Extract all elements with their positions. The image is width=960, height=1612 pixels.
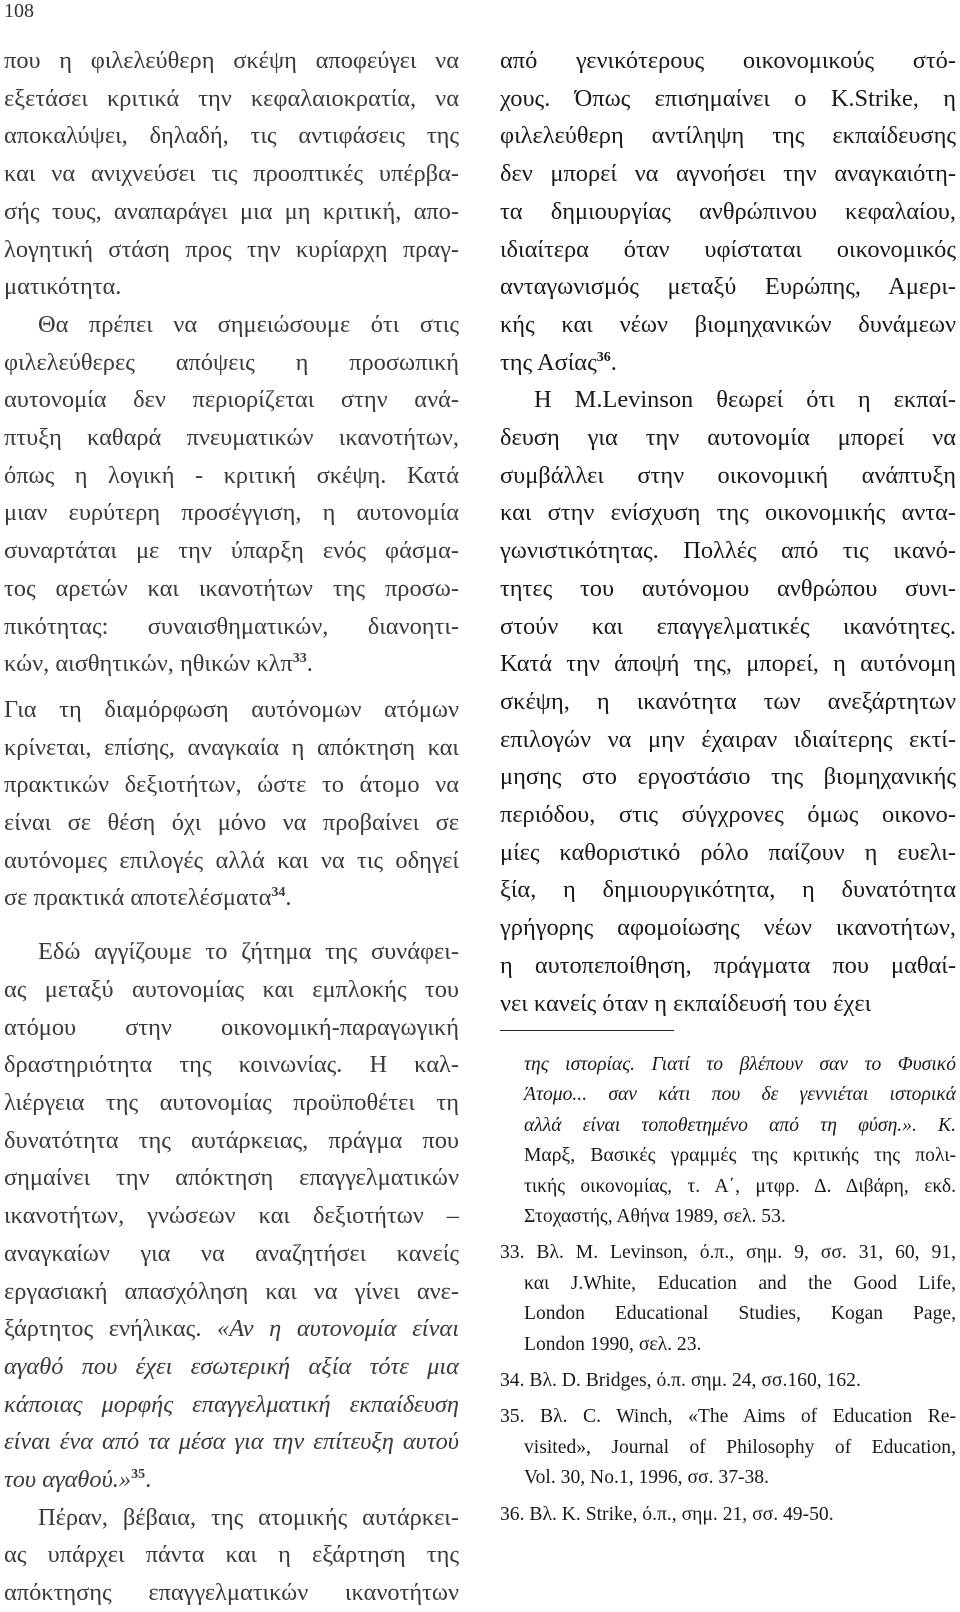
- text-line: της Ασίας$^{36}$.: [500, 348, 617, 376]
- footnote-ref-35: 35: [131, 1467, 146, 1483]
- text-line: σής τους, αναπαράγει μια μη κριτική, απο-: [4, 197, 459, 225]
- footnote-line: visited», Journal of Philosophy of Education,: [524, 1436, 956, 1458]
- quote-text: «Αν η αυτονομία είναι: [217, 1315, 459, 1343]
- footnote-line: [500, 1080, 956, 1110]
- text-line: μίες καθοριστικό ρόλο παίζουν η ευελι-: [500, 838, 956, 866]
- text-line: Για τη διαμόρφωση αυτόνομων ατόμων: [4, 695, 459, 723]
- footnote-line: Vol. 30, No.1, 1996, σσ. 37-38.: [524, 1467, 770, 1489]
- text-line: νει κανείς όταν η εκπαίδευσή του έχει: [500, 989, 872, 1017]
- footnote-line: Στοχαστής, Αθήνα 1989, σελ. 53.: [524, 1206, 786, 1228]
- line-text: ξάρτητος ενήλικας.: [4, 1315, 218, 1343]
- text-line: τα δημιουργίας ανθρώπινου κεφαλαίου,: [500, 197, 956, 225]
- text-line: γρήγορης αφομοίωσης νέων ικανοτήτων,: [500, 914, 956, 942]
- text-line: [4, 1310, 459, 1348]
- footnote-text: αλλά είναι τοποθετημένο από τη φύση.». Κ.: [524, 1114, 956, 1136]
- text-line: στούν και επαγγελματικές ικανότητες.: [500, 612, 956, 640]
- footnote-line: London Educational Studies, Kogan Page,: [524, 1303, 956, 1325]
- footnote-36: 36. Βλ. K. Strike, ό.π., σημ. 21, σσ. 49-50.: [500, 1503, 834, 1525]
- quote-text: αγαθό που έχει εσωτερική αξία τότε μια: [4, 1352, 459, 1380]
- footnote-line: και J.White, Education and the Good Life,: [524, 1272, 956, 1294]
- text-line: εξετάσει κριτικά την κεφαλαιοκρατία, να: [4, 84, 459, 112]
- text-line: πτυξη καθαρά πνευματικών ικανοτήτων,: [4, 424, 459, 452]
- page-number: 108: [4, 0, 34, 22]
- footnote-line: Μαρξ, Βασικές γραμμές της κριτικής της πολι-: [524, 1145, 956, 1167]
- text-line: πικότητας: συναισθηματικών, διανοητι-: [4, 612, 459, 640]
- text-line: μησης στο εργοστάσιο της βιομηχανικής: [500, 763, 956, 791]
- text-line: απόκτησης επαγγελματικών ικανοτήτων: [4, 1579, 459, 1607]
- footnote-34: 34. Βλ. D. Bridges, ό.π. σημ. 24, σσ.160, 162.: [500, 1370, 861, 1392]
- footnote-ref-33: 33: [292, 651, 307, 667]
- text-line: ανταγωνισμός μεταξύ Ευρώπης, Αμερι-: [500, 273, 956, 301]
- text-line: φιλελεύθερη αντίληψη της εκπαίδευσης: [500, 122, 956, 150]
- text-line: χους. Όπως επισημαίνει ο K.Strike, η: [500, 84, 956, 112]
- text-line: δεν μπορεί να αγνοήσει την αναγκαιότη-: [500, 160, 956, 188]
- text-line: και να ανιχνεύσει τις προοπτικές υπέρβα-: [4, 160, 459, 188]
- right-column: [500, 42, 956, 1022]
- text-line: ατόμου στην οικονομική-παραγωγική: [4, 1013, 459, 1041]
- text-line: ξία, η δημιουργικότητα, η δυνατότητα: [500, 876, 956, 904]
- text-line: είναι σε θέση όχι μόνο να προβαίνει σε: [4, 809, 459, 837]
- text-line: σημαίνει την απόκτηση επαγγελματικών: [4, 1164, 459, 1192]
- text-line: τητες του αυτόνομου ανθρώπου συνι-: [500, 574, 956, 602]
- text-line: αυτονομία δεν περιορίζεται στην ανά-: [4, 386, 459, 414]
- text-line: όπως η λογική - κριτική σκέψη. Κατά: [4, 461, 459, 489]
- footnote-line: [500, 1111, 956, 1141]
- quote-text: κάποιας μορφής επαγγελματική εκπαίδευση: [4, 1390, 459, 1418]
- footnote-text: Άτομο... σαν κάτι που δε γεννιέται ιστορικά: [524, 1084, 956, 1106]
- text-line: Πέραν, βέβαια, της ατομικής αυτάρκει-: [38, 1503, 459, 1531]
- text-line: κών, αισθητικών, ηθικών κλπ$^{33}$.: [4, 650, 313, 678]
- footnote-ref-36: 36: [596, 349, 611, 365]
- text-line: συναρτάται με την ύπαρξη ενός φάσμα-: [4, 537, 459, 565]
- text-line: Εδώ αγγίζουμε το ζήτημα της συνάφει-: [38, 938, 459, 966]
- text-line: σε πρακτικά αποτελέσματα$^{34}$.: [4, 884, 292, 912]
- footnote-line: [500, 1050, 956, 1080]
- text-line: ικανοτήτων, γνώσεων και δεξιοτήτων –: [4, 1202, 459, 1230]
- line-text: της Ασίας: [500, 348, 597, 376]
- left-column: [4, 42, 459, 1612]
- text-line: ας υπάρχει πάντα και η εξάρτηση της: [4, 1541, 459, 1569]
- text-line: [4, 1386, 459, 1424]
- text-line: ματικότητα.: [4, 273, 122, 301]
- text-line: αυτόνομες επιλογές αλλά και να τις οδηγεί: [4, 846, 459, 874]
- text-line: γωνιστικότητας. Πολλές από τις ικανό-: [500, 537, 956, 565]
- text-line: [4, 1348, 459, 1386]
- text-line: επιλογών να μην έχαιραν ιδιαίτερης εκτί-: [500, 725, 956, 753]
- text-line: κής και νέων βιομηχανικών δυνάμεων: [500, 310, 956, 338]
- text-line: φιλελεύθερες απόψεις η προσωπική: [4, 348, 459, 376]
- text-line: δραστηριότητα της κοινωνίας. Η καλ-: [4, 1051, 459, 1079]
- footnote-line: London 1990, σελ. 23.: [524, 1333, 702, 1355]
- text-line: [4, 1423, 459, 1461]
- text-line: πρακτικών δεξιοτήτων, ώστε το άτομο να: [4, 771, 459, 799]
- quote-text: του αγαθού.»: [4, 1466, 132, 1494]
- footnote-text: της ιστορίας. Γιατί το βλέπουν σαν το Φυσικό: [524, 1054, 956, 1075]
- text-line: αναγκαίων για να αναζητήσει κανείς: [4, 1239, 459, 1267]
- footnote-35: 35. Βλ. C. Winch, «The Aims of Education Re-: [500, 1406, 956, 1428]
- text-line: η αυτοπεποίθηση, πράγματα που μαθαί-: [500, 951, 956, 979]
- text-line: από γενικότερους οικονομικούς στό-: [500, 47, 956, 74]
- footnote-33: 33. Βλ. Μ. Levinson, ό.π., σημ. 9, σσ. 31, 60, 91,: [500, 1242, 956, 1264]
- text-line: και στην ενίσχυση της οικονομικής αντα-: [500, 499, 956, 527]
- text-line: που η φιλελεύθερη σκέψη αποφεύγει να: [4, 47, 459, 74]
- text-line: δυνατότητα της αυτάρκειας, πράγμα που: [4, 1126, 459, 1154]
- text-line: σκέψη, η ικανότητα των ανεξάρτητων: [500, 687, 956, 715]
- text-line: περιόδου, στις σύγχρονες όμως οικονο-: [500, 801, 956, 829]
- text-line: Θα πρέπει να σημειώσουμε ότι στις: [38, 310, 459, 338]
- footnotes: [500, 1050, 956, 1530]
- text-line: Κατά την άποψή της, μπορεί, η αυτόνομη: [500, 650, 956, 678]
- line-text: σε πρακτικά αποτελέσματα: [4, 884, 272, 912]
- text-line: δευση για την αυτονομία μπορεί να: [500, 424, 956, 452]
- text-line: λογητική στάση προς την κυρίαρχη πραγ-: [4, 235, 459, 263]
- text-line: ιδιαίτερα όταν υφίσταται οικονομικός: [500, 235, 956, 263]
- text-line: του αγαθού.»$^{35}$.: [4, 1466, 152, 1494]
- text-line: ας μεταξύ αυτονομίας και εμπλοκής του: [4, 975, 459, 1003]
- text-line: Η M.Levinson θεωρεί ότι η εκπαί-: [534, 386, 956, 414]
- text-line: αποκαλύψει, δηλαδή, τις αντιφάσεις της: [4, 122, 459, 150]
- text-line: κρίνεται, επίσης, αναγκαία η απόκτηση και: [4, 733, 459, 761]
- footnote-line: τικής οικονομίας, τ. Α΄, μτφρ. Δ. Διβάρη, εκδ.: [524, 1175, 956, 1197]
- text-line: εργασιακή απασχόληση και να γίνει ανε-: [4, 1277, 459, 1305]
- text-line: τος αρετών και ικανοτήτων της προσω-: [4, 574, 459, 602]
- quote-text: είναι ένα από τα μέσα για την επίτευξη αυτού: [4, 1428, 459, 1456]
- line-text: κών, αισθητικών, ηθικών κλπ: [4, 650, 293, 678]
- text-line: λιέργεια της αυτονομίας προϋποθέτει τη: [4, 1088, 459, 1116]
- footnote-separator: [500, 1030, 674, 1031]
- text-line: μιαν ευρύτερη προσέγγιση, η αυτονομία: [4, 499, 459, 527]
- text-line: συμβάλλει στην οικονομική ανάπτυξη: [500, 461, 956, 489]
- footnote-ref-34: 34: [271, 885, 286, 901]
